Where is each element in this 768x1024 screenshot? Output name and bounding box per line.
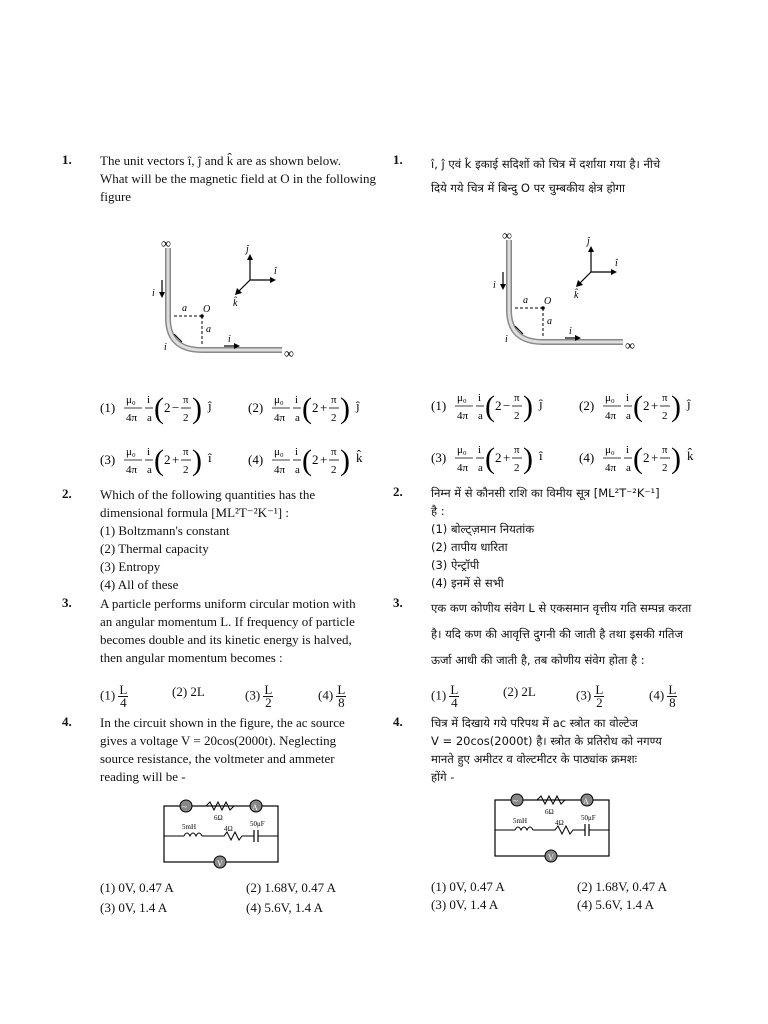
unit-vector-i-label: î [615, 258, 618, 269]
svg-text:2: 2 [643, 450, 650, 465]
current-arrowhead [159, 292, 165, 298]
svg-text:6Ω: 6Ω [545, 808, 554, 816]
svg-text:π: π [662, 392, 668, 404]
question-text: then angular momentum becomes : [100, 650, 283, 665]
svg-text:π: π [183, 446, 189, 458]
svg-text:−: − [172, 400, 180, 415]
question-text: The unit vectors î, ĵ and k̂ are as shown below. [100, 153, 342, 168]
distance-label: a [182, 303, 187, 314]
current-label: i [493, 280, 496, 291]
svg-text:4Ω: 4Ω [555, 819, 564, 827]
svg-text:(: ( [633, 390, 643, 423]
svg-text:2: 2 [183, 464, 189, 476]
svg-text:+: + [503, 450, 511, 465]
current-label: i [164, 342, 167, 353]
question-text: A particle performs uniform circular motion with [100, 596, 356, 611]
inductor-5mh [515, 827, 533, 830]
svg-text:): ) [671, 390, 681, 423]
question-number: 2. [393, 484, 403, 499]
option-3: (3) 0V, 1.4 A [100, 900, 168, 915]
svg-text:(1): (1) [431, 398, 447, 413]
option-2 [579, 390, 691, 423]
question-number: 4. [393, 714, 403, 729]
option-1 [100, 392, 212, 425]
option-3 [431, 442, 543, 475]
question-text: है : [431, 504, 445, 518]
svg-text:μ₀: μ₀ [457, 444, 467, 456]
svg-text:2: 2 [514, 410, 520, 422]
svg-text:): ) [340, 392, 350, 425]
svg-text:): ) [523, 390, 533, 423]
svg-text:(2): (2) [579, 398, 595, 413]
svg-text:50μF: 50μF [581, 814, 596, 822]
option-1: (1) बोल्ट्ज़मान नियतांक [431, 522, 535, 536]
svg-text:μ₀: μ₀ [605, 392, 615, 404]
option-3: (3) $\frac{L}{2}$ [576, 682, 604, 710]
question-text: है। यदि कण की आवृत्ति दुगनी की जाती है तथा इसकी गतिज [431, 627, 684, 641]
question-text: मानते हुए अमीटर व वोल्टमीटर के पाठ्यांक क्रमशः [431, 752, 637, 766]
svg-text:+: + [172, 452, 180, 467]
infinity-right-label: ∞ [284, 347, 294, 362]
q1-options [425, 384, 725, 482]
svg-text:(3): (3) [431, 450, 447, 465]
svg-text:(1): (1) [100, 400, 116, 415]
svg-text:V: V [217, 859, 223, 868]
svg-text:2: 2 [662, 410, 668, 422]
svg-text:2: 2 [331, 412, 337, 424]
svg-text:π: π [331, 394, 337, 406]
svg-text:): ) [671, 442, 681, 475]
svg-text:μ₀: μ₀ [126, 446, 136, 458]
svg-text:ĵ: ĵ [208, 398, 212, 413]
svg-text:(3): (3) [100, 452, 116, 467]
option-2 [248, 392, 360, 425]
svg-text:4Ω: 4Ω [224, 825, 233, 833]
svg-text:(: ( [154, 392, 164, 425]
unit-vector-i-label: î [274, 266, 277, 277]
svg-text:(: ( [485, 442, 495, 475]
svg-text:π: π [331, 446, 337, 458]
unit-vector-k-label: k̂ [574, 290, 579, 301]
question-text: Which of the following quantities has the [100, 487, 316, 502]
svg-text:π: π [662, 444, 668, 456]
question-text: In the circuit shown in the figure, the ac source [100, 715, 345, 730]
svg-text:4π: 4π [274, 412, 286, 424]
svg-text:π: π [183, 394, 189, 406]
svg-text:μ₀: μ₀ [274, 394, 284, 406]
infinity-top-label: ∞ [161, 237, 171, 252]
svg-text:î: î [208, 450, 212, 465]
svg-text:a: a [478, 462, 483, 474]
option-3: (3) 0V, 1.4 A [431, 897, 499, 912]
svg-text:): ) [340, 444, 350, 477]
q1-options [94, 386, 394, 484]
svg-text:2: 2 [164, 400, 171, 415]
svg-text:2: 2 [164, 452, 171, 467]
question-text: एक कण कोणीय संवेग L से एकसमान वृत्तीय गति सम्पन्न करता [431, 601, 692, 615]
question-text: निम्न में से कौनसी राशि का विमीय सूत्र [ML²T⁻²K⁻¹] [431, 486, 660, 500]
option-2: (2) 2L [503, 684, 536, 699]
svg-text:a: a [626, 410, 631, 422]
svg-text:(: ( [485, 390, 495, 423]
svg-text:a: a [147, 412, 152, 424]
bent-wire-figure [473, 230, 633, 360]
current-label: i [569, 326, 572, 337]
svg-text:(: ( [633, 442, 643, 475]
svg-text:a: a [295, 412, 300, 424]
svg-text:2: 2 [312, 452, 319, 467]
current-label: i [228, 334, 231, 345]
distance-label: a [547, 316, 552, 327]
question-number: 3. [393, 595, 403, 610]
svg-text:2: 2 [495, 398, 502, 413]
svg-text:V: V [548, 853, 554, 862]
question-text: दिये गये चित्र में बिन्दु O पर चुम्बकीय क्षेत्र होगा [431, 181, 626, 195]
question-text: What will be the magnetic field at O in the following figure [100, 171, 376, 204]
svg-text:(: ( [302, 392, 312, 425]
svg-text:4π: 4π [457, 462, 469, 474]
svg-text:5mH: 5mH [513, 817, 527, 825]
option-2: (2) 1.68V, 0.47 A [577, 879, 668, 894]
unit-vector-k-label: k̂ [233, 298, 238, 309]
infinity-right-label: ∞ [625, 339, 635, 354]
unit-vector-j-label: ĵ [246, 244, 249, 255]
question-number: 1. [393, 152, 403, 167]
svg-text:μ₀: μ₀ [274, 446, 284, 458]
point-o-label: O [203, 304, 211, 315]
axis-k [238, 280, 250, 292]
option-4 [248, 444, 363, 477]
question-text: V = 20cos(2000t) है। स्त्रोत के प्रतिरोध को नगण्य [431, 734, 662, 748]
distance-label: a [523, 295, 528, 306]
svg-text:i: i [626, 444, 630, 456]
svg-text:π: π [514, 444, 520, 456]
question-text: ऊर्जा आधी की जाती है, तब कोणीय संवेग होता है : [431, 653, 645, 667]
svg-text:2: 2 [331, 464, 337, 476]
question-number: 3. [62, 595, 72, 610]
svg-text:a: a [478, 410, 483, 422]
option-3 [100, 444, 212, 477]
question-text: î, ĵ एवं k̂ इकाई सदिशों को चित्र में दर्शाया गया है। नीचे [431, 157, 661, 171]
option-4: (4) $\frac{L}{8}$ [318, 682, 346, 710]
svg-text:ĵ: ĵ [356, 398, 360, 413]
svg-text:î: î [539, 448, 543, 463]
svg-text:(: ( [302, 444, 312, 477]
current-label: i [152, 288, 155, 299]
svg-text:+: + [320, 400, 328, 415]
question-text: source resistance, the voltmeter and ammeter [100, 751, 335, 766]
question-number: 4. [62, 714, 72, 729]
option-1 [431, 390, 543, 423]
svg-text:2: 2 [312, 400, 319, 415]
svg-text:(4): (4) [579, 450, 595, 465]
option-2: (2) 2L [172, 684, 205, 699]
svg-text:+: + [651, 398, 659, 413]
svg-text:2: 2 [662, 462, 668, 474]
option-4: (4) इनमें से सभी [431, 576, 504, 590]
current-arrowhead [500, 284, 506, 290]
svg-text:ĵ: ĵ [687, 396, 691, 411]
question-number: 2. [62, 486, 72, 501]
question-text: dimensional formula [ML²T⁻²K⁻¹] : [100, 505, 289, 520]
svg-text:4π: 4π [605, 462, 617, 474]
option-4: (4) $\frac{L}{8}$ [649, 682, 677, 710]
option-3: (3) $\frac{L}{2}$ [245, 682, 273, 710]
resistor-4ohm [202, 832, 254, 840]
ac-circuit-figure [493, 796, 673, 866]
svg-text:i: i [626, 392, 630, 404]
svg-text:a: a [295, 464, 300, 476]
svg-text:+: + [320, 452, 328, 467]
svg-text:4π: 4π [457, 410, 469, 422]
infinity-top-label: ∞ [502, 229, 512, 244]
option-4 [579, 442, 694, 475]
q3-options-en [100, 674, 420, 710]
svg-text:+: + [651, 450, 659, 465]
unit-vector-j-label: ĵ [587, 236, 590, 247]
question-text: gives a voltage V = 20cos(2000t). Neglecting [100, 733, 337, 748]
option-2: (2) तापीय धारिता [431, 540, 508, 554]
svg-text:A: A [583, 797, 589, 806]
question-number: 1. [62, 152, 72, 167]
question-text: becomes double and its kinetic energy is halved, [100, 632, 352, 647]
svg-text:π: π [514, 392, 520, 404]
svg-text:i: i [295, 394, 299, 406]
axis-k [579, 272, 591, 284]
svg-text:4π: 4π [605, 410, 617, 422]
option-3: (3) Entropy [100, 559, 161, 574]
svg-text:i: i [478, 392, 482, 404]
svg-text:A: A [252, 803, 258, 812]
svg-text:): ) [523, 442, 533, 475]
svg-text:~: ~ [182, 802, 187, 812]
svg-text:~: ~ [513, 796, 518, 806]
svg-text:a: a [626, 462, 631, 474]
svg-text:k̂: k̂ [687, 448, 694, 463]
option-4: (4) 5.6V, 1.4 A [246, 900, 324, 915]
svg-text:μ₀: μ₀ [126, 394, 136, 406]
svg-text:(2): (2) [248, 400, 264, 415]
point-o-label: O [544, 296, 552, 307]
svg-text:50μF: 50μF [250, 820, 265, 828]
svg-text:2: 2 [183, 412, 189, 424]
option-list [431, 520, 731, 592]
option-2: (2) 1.68V, 0.47 A [246, 880, 337, 895]
svg-text:ĵ: ĵ [539, 396, 543, 411]
svg-text:i: i [295, 446, 299, 458]
svg-text:4π: 4π [126, 464, 138, 476]
option-list [100, 522, 376, 594]
svg-text:): ) [192, 444, 202, 477]
svg-text:2: 2 [643, 398, 650, 413]
svg-text:k̂: k̂ [356, 450, 363, 465]
question-text: an angular momentum L. If frequency of particle [100, 614, 355, 629]
option-4: (4) All of these [100, 577, 179, 592]
option-4: (4) 5.6V, 1.4 A [577, 897, 655, 912]
question-text: चित्र में दिखाये गये परिपथ में ac स्त्रोत का वोल्टेज [431, 716, 638, 730]
bent-wire-figure [132, 238, 292, 368]
option-1: (1) 0V, 0.47 A [431, 879, 505, 894]
svg-text:−: − [503, 398, 511, 413]
svg-text:i: i [147, 394, 151, 406]
svg-text:2: 2 [495, 450, 502, 465]
svg-text:2: 2 [514, 462, 520, 474]
q3-options-hi [431, 674, 751, 710]
question-text: होंगे - [431, 770, 455, 784]
ac-circuit-figure [162, 802, 342, 872]
option-1: (1) $\frac{L}{4}$ [100, 682, 128, 710]
question-text: reading will be - [100, 769, 186, 784]
svg-text:6Ω: 6Ω [214, 814, 223, 822]
inductor-5mh [184, 833, 202, 836]
current-label: i [505, 334, 508, 345]
svg-text:4π: 4π [274, 464, 286, 476]
svg-text:4π: 4π [126, 412, 138, 424]
svg-text:μ₀: μ₀ [457, 392, 467, 404]
svg-text:μ₀: μ₀ [605, 444, 615, 456]
option-3: (3) ऐन्ट्रॉपी [431, 558, 480, 572]
distance-label: a [206, 324, 211, 335]
svg-text:(: ( [154, 444, 164, 477]
svg-text:i: i [478, 444, 482, 456]
svg-text:i: i [147, 446, 151, 458]
option-1: (1) Boltzmann's constant [100, 523, 230, 538]
svg-text:): ) [192, 392, 202, 425]
option-1: (1) 0V, 0.47 A [100, 880, 174, 895]
resistor-4ohm [533, 826, 585, 834]
option-1: (1) $\frac{L}{4}$ [431, 682, 459, 710]
svg-text:(4): (4) [248, 452, 264, 467]
option-2: (2) Thermal capacity [100, 541, 209, 556]
svg-text:a: a [147, 464, 152, 476]
svg-text:5mH: 5mH [182, 823, 196, 831]
